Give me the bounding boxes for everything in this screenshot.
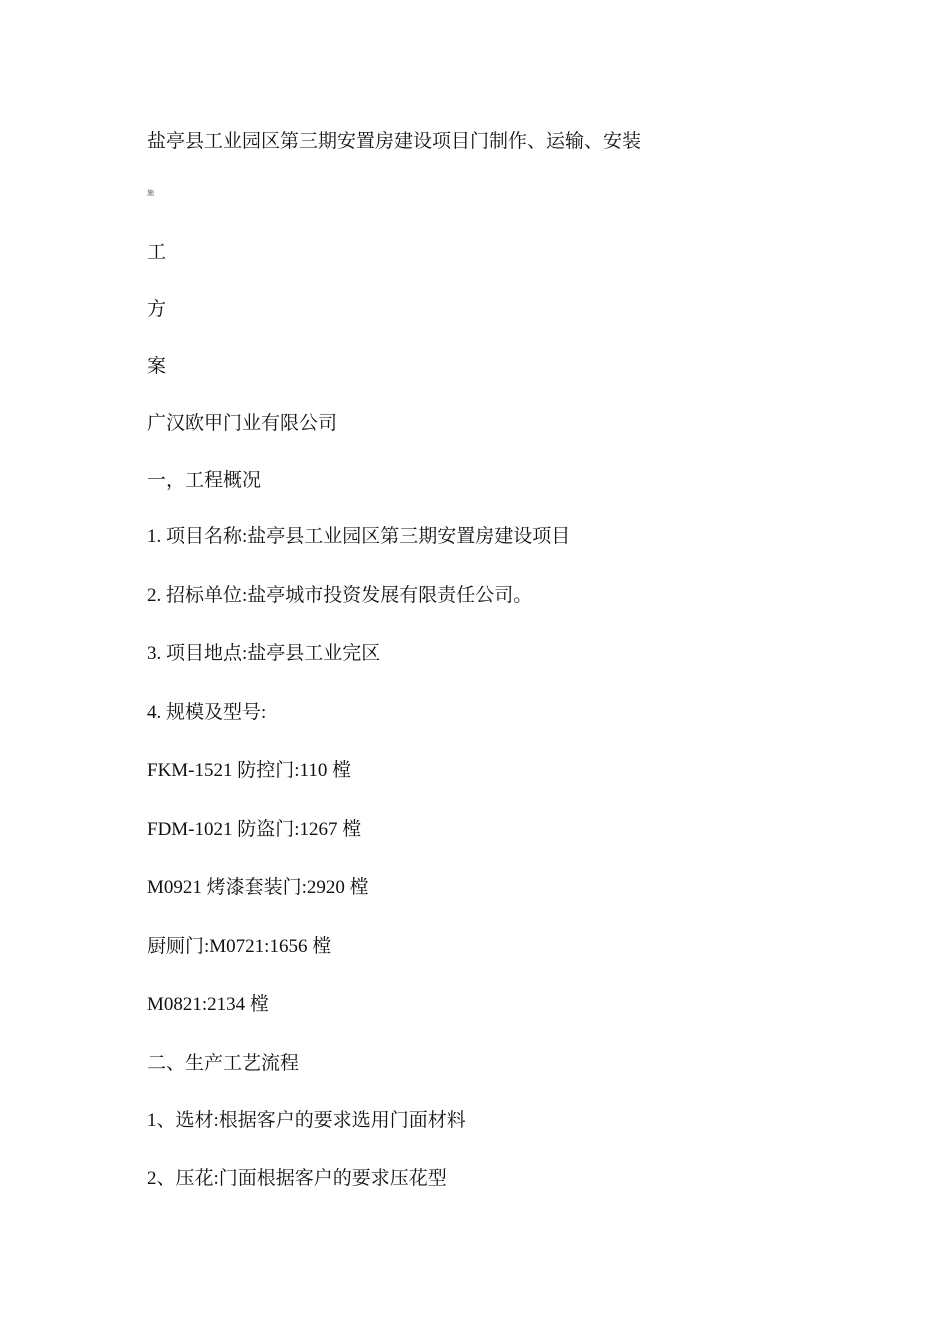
model-line: FKM-1521 防控门:110 樘: [147, 760, 352, 781]
process-item: 2、压花:门面根据客户的要求压花型: [147, 1168, 447, 1189]
process-item: 1、选材:根据客户的要求选用门面材料: [147, 1110, 466, 1131]
overview-item-scale: 4. 规模及型号:: [147, 702, 267, 723]
tiny-mark: 施: [147, 189, 154, 197]
overview-item-bidder: 2. 招标单位:盐亭城市投资发展有限责任公司。: [147, 585, 533, 606]
model-line: M0821:2134 樘: [147, 994, 269, 1015]
overview-item-location: 3. 项目地点:盐亭县工业完区: [147, 643, 381, 664]
model-line: 厨厕门:M0721:1656 樘: [147, 936, 332, 957]
model-line: M0921 烤漆套装门:2920 樘: [147, 877, 369, 898]
document-title: 盐亭县工业园区第三期安置房建设项目门制作、运输、安装: [147, 130, 642, 152]
overview-item-project-name: 1. 项目名称:盐亭县工业园区第三期安置房建设项目: [147, 526, 571, 547]
title-char-fang: 方: [147, 298, 167, 320]
model-line: FDM-1021 防盗门:1267 樘: [147, 819, 362, 840]
title-char-gong: 工: [147, 241, 167, 263]
section-heading-overview: 一，工程概况: [147, 469, 262, 491]
company-name: 广汉欧甲门业有限公司: [147, 412, 338, 434]
title-char-an: 案: [147, 355, 167, 377]
section-heading-process: 二、生产工艺流程: [147, 1052, 300, 1074]
